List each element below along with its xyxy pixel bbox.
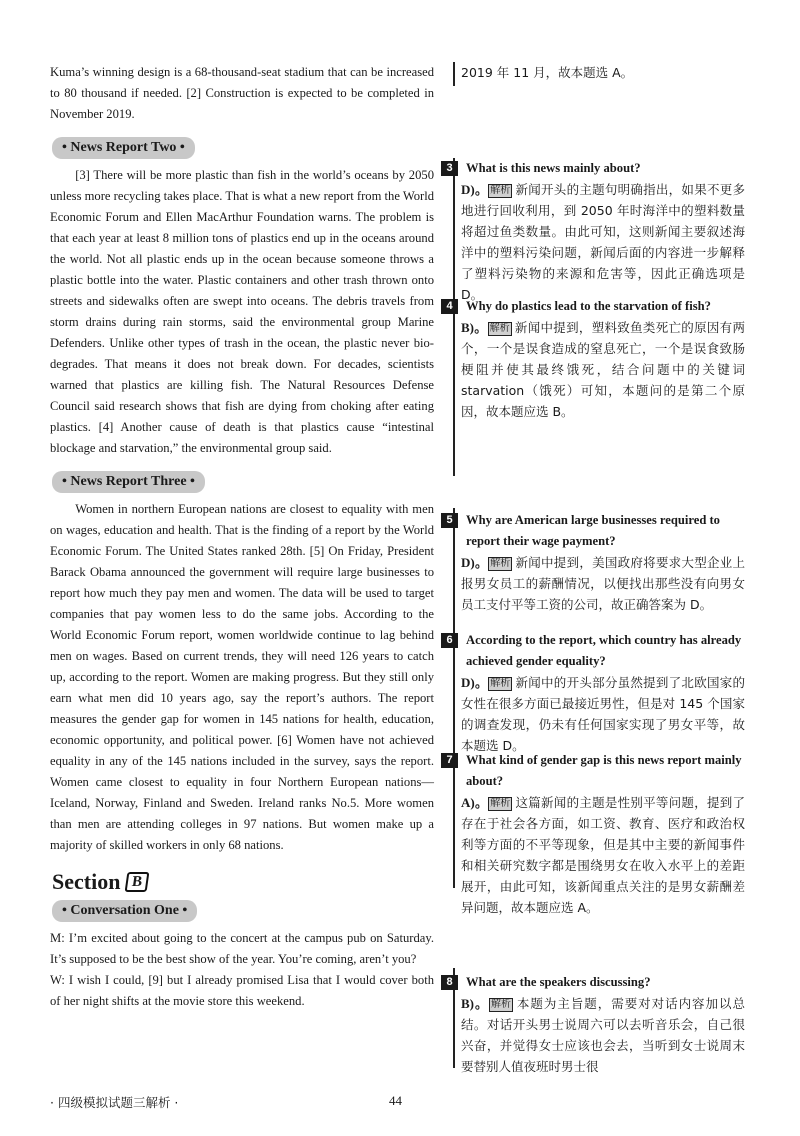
section-title — [52, 868, 434, 896]
question-text: Why are American large businesses required to report their wage payment? — [466, 513, 720, 548]
question-7 — [446, 750, 745, 918]
analysis-tag: 解析 — [490, 558, 511, 569]
question-4 — [446, 296, 745, 422]
answer-letter: D)。 — [461, 675, 489, 690]
question-text: What are the speakers discussing? — [466, 975, 651, 989]
question-8 — [446, 972, 745, 1077]
conversation-line-m: M: I’m excited about going to the concert at the campus pub on Saturday. It’s supposed to be the best show of the year. You’re coming, aren’t you? — [50, 931, 434, 966]
analysis-text: 本题为主旨题，需要对对话内容加以总结。对话开头男士说周六可以去听音乐会，自己很兴奋，并觉得女士应该也会去，当听到女士说周末要替别人值夜班时男士很 — [461, 996, 745, 1074]
question-6 — [446, 630, 745, 756]
question-number: 3 — [441, 161, 458, 176]
conversation-one-heading: • Conversation One • — [52, 900, 197, 922]
answer-letter: D)。 — [461, 182, 489, 197]
analysis-text: 新闻中的开头部分虽然提到了北欧国家的女性在很多方面已最接近男性，但是对 145 个国家的调查发现，仍未有任何国家实现了男女平等，故本题选 D。 — [461, 675, 745, 753]
news-report-two-text: [3] There will be more plastic than fish in the world’s oceans by 2050 unless more recycling takes place. That is what a new report from the World Economic Forum and Ellen MacArthur Foundation warns. The problem is that each year at least 8 million tons of plastics end up in the oceans around the world. Not all plastic ends up in the ocean because someone throws a plastic bottle into the water. Plastic containers and other trash thrown onto streets and sidewalks often are swept into oceans. The debris travels from storm drains during rain storms, said the environmental group Marine Defenders. Unlike other types of trash in the ocean, the plastic never bio-degrades. That means it does not break down. For decades, scientists warned that plastics are killing fish. The Natural Resources Defense Council said research shows that fish are dying from choking after eating plastics. [4] Another cause of death is that plastics cause “intestinal blockage and starvation,” the environmental group said. — [50, 168, 434, 455]
answer-analysis — [461, 552, 745, 615]
answer-analysis — [461, 672, 745, 756]
answer-letter: B)。 — [461, 320, 488, 335]
column-divider-top — [453, 62, 455, 86]
news-report-three-heading: • News Report Three • — [52, 471, 205, 493]
question-text: What kind of gender gap is this news report mainly about? — [466, 753, 742, 788]
analysis-text: 这篇新闻的主题是性别平等问题，提到了存在于社会各方面，如工资、教育、医疗和政治权利等方面的不平等现象，但是其中主要的新闻事件和相关研究数字都是围绕男女在收入水平上的差距展开，由此可知，该新闻重点关注的是男女薪酬差异问题，故本题应选 A。 — [461, 795, 745, 915]
question-number: 8 — [441, 975, 458, 990]
section-word: Section — [52, 869, 121, 894]
answer-letter: A)。 — [461, 795, 489, 810]
analysis-text: 新闻开头的主题句明确指出，如果不更多地进行回收利用，到 2050 年时海洋中的塑料数量将超过鱼类数量。由此可知，这则新闻主要叙述海洋中的塑料污染问题，新闻后面的内容进一步解释了塑料污染物的来源和危害等，因此正确选项是 D。 — [461, 182, 745, 302]
section-letter-badge: B — [125, 872, 150, 892]
answer-letter: D)。 — [461, 555, 489, 570]
analysis-tag: 解析 — [490, 678, 511, 689]
question-number: 6 — [441, 633, 458, 648]
question-5 — [446, 510, 745, 615]
question-number: 5 — [441, 513, 458, 528]
analysis-tag: 解析 — [489, 323, 510, 334]
analysis-tag: 解析 — [490, 999, 511, 1010]
news-report-two-heading: • News Report Two • — [52, 137, 195, 159]
question-number: 4 — [441, 299, 458, 314]
news-report-three-text: Women in northern European nations are closest to equality with men on wages, education and health. That is the finding of a report by the World Economic Forum. The United States ranked 28th. [5] On Friday, President Barack Obama announced the government will require large businesses to report how much they pay men and women. The data will be used to target companies that pay women less to do the same jobs. According to the World Economic Forum report, women worldwide continue to lag behind men on wages. Based on current trends, they will need 126 years to catch up, according to the report. Women are making progress. But they still only earn what men did 10 years ago, say the report’s authors. The report measures the gender gap for women in 145 nations for health, education, economic opportunity, and political power. [6] Women have not achieved equality in any of the 145 nations included in the survey, says the report. Women came closest to equality in four Northern European nations—Iceland, Norway, Finland and Sweden. Ireland ranks No.5. More women than men are attending colleges in 97 nations. But women make up a majority of skilled workers in only 68 nations. — [50, 502, 434, 852]
intro-paragraph: Kuma’s winning design is a 68-thousand-seat stadium that can be increased to 80 thousand if needed. [2] Construction is expected to be completed in November 2019. — [50, 65, 434, 121]
analysis-tag: 解析 — [490, 798, 511, 809]
analysis-text: 新闻中提到，美国政府将要求大型企业上报男女员工的薪酬情况，以便找出那些没有向男女员工支付平等工资的公司，故正确答案为 D。 — [461, 555, 745, 612]
question-3 — [446, 158, 745, 305]
conversation-line-w: W: I wish I could, [9] but I already promised Lisa that I would cover both of her night shifts at the movie store this weekend. — [50, 973, 434, 1008]
column-divider-middle — [453, 158, 455, 476]
answer-analysis — [461, 317, 745, 422]
question-text: Why do plastics lead to the starvation of fish? — [466, 299, 711, 313]
footer-book-title: · 四级模拟试题三解析 · — [50, 1095, 179, 1110]
question-number: 7 — [441, 753, 458, 768]
page-number: 44 — [389, 1093, 402, 1108]
answer-analysis — [461, 792, 745, 918]
answer-analysis — [461, 179, 745, 305]
right-column — [446, 62, 745, 1074]
column-divider-lower — [453, 508, 455, 888]
analysis-text: 新闻中提到，塑料致鱼类死亡的原因有两个，一个是误食造成的窒息死亡，一个是误食致肠梗阻并使其最终饿死，结合问题中的关键词 starvation（饿死）可知，本题问的是第二个原因，故本题应选 B。 — [461, 320, 745, 419]
answer-letter: B)。 — [461, 996, 489, 1011]
analysis-tag: 解析 — [490, 185, 511, 196]
carryover-answer: 2019 年 11 月，故本题选 A。 — [461, 65, 634, 80]
question-text: According to the report, which country has already achieved gender equality? — [466, 633, 742, 668]
question-text: What is this news mainly about? — [466, 161, 641, 175]
left-column — [50, 62, 434, 1012]
answer-analysis — [461, 993, 745, 1077]
